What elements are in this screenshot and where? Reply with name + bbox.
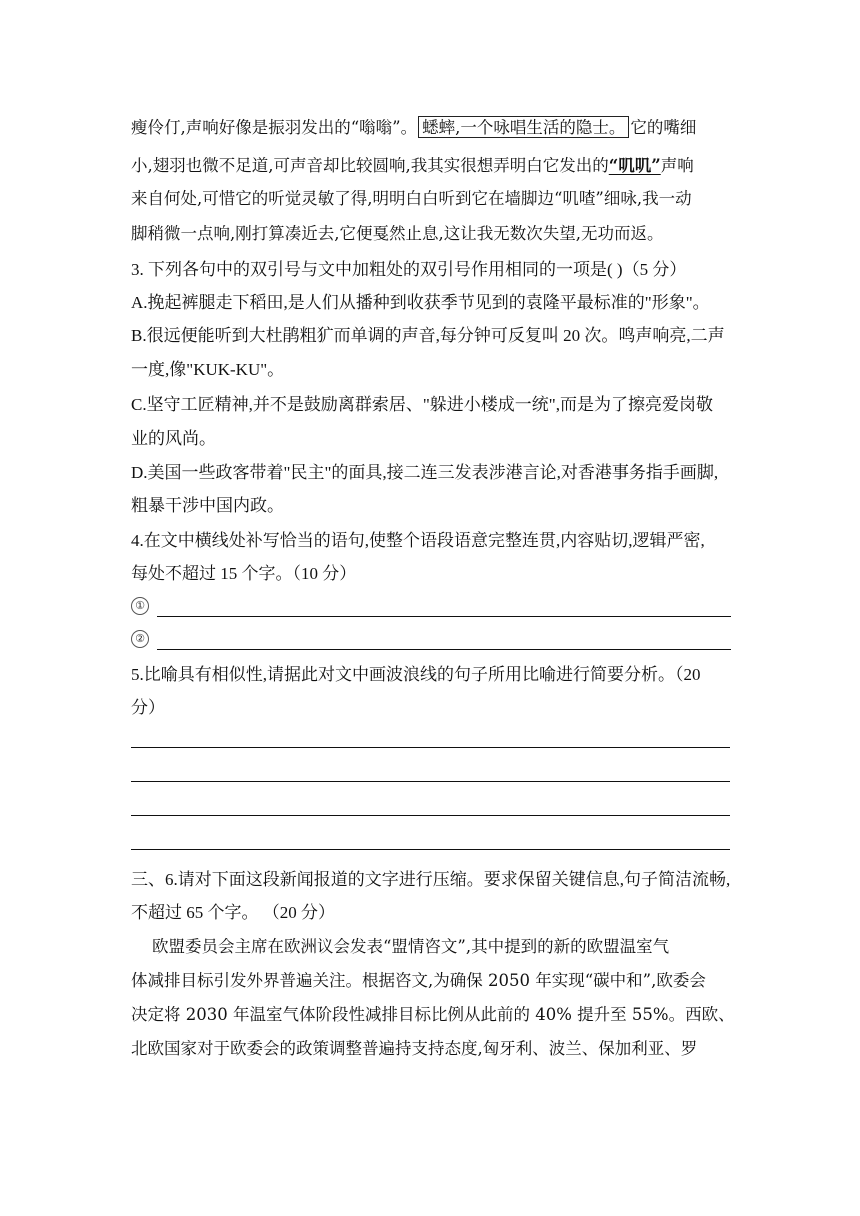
passage-line-1 (131, 117, 741, 139)
answer-line (157, 616, 731, 617)
answer-writing-line[interactable] (131, 849, 730, 850)
news-line-4: 北欧国家对于欧委会的政策调整普遍持支持态度,匈牙利、波兰、保加利亚、罗 (131, 1039, 698, 1058)
question-4-stem-cont: 每处不超过 15 个字。（10 分） (131, 564, 357, 583)
question-5-stem-cont: 分） (131, 698, 165, 717)
bold-quoted-word: “叽叽” (608, 156, 661, 175)
circled-number-2: ② (131, 630, 149, 648)
passage-line-4: 脚稍微一点响,刚打算凑近去,它便戛然止息,这让我无数次失望,无功而返。 (131, 224, 664, 243)
passage-text: 它的嘴细 (630, 118, 697, 137)
question-3-option-c-cont: 业的风尚。 (131, 429, 216, 448)
question-3-option-d-cont: 粗暴干涉中国内政。 (131, 496, 284, 515)
news-line-3: 决定将 2030 年温室气体阶段性减排目标比例从此前的 40% 提升至 55%。西欧、 (131, 1005, 735, 1024)
answer-writing-line[interactable] (131, 781, 730, 782)
question-3-option-a: A.挽起裤腿走下稻田,是人们从播种到收获季节见到的袁隆平最标准的"形象"。 (131, 293, 710, 312)
news-line-1: 欧盟委员会主席在欧洲议会发表“盟情咨文”,其中提到的新的欧盟温室气 (131, 937, 670, 956)
question-5-stem: 5.比喻具有相似性,请据此对文中画波浪线的句子所用比喻进行简要分析。（20 (131, 665, 701, 684)
question-4-stem: 4.在文中横线处补写恰当的语句,使整个语段语意完整连贯,内容贴切,逻辑严密, (131, 531, 705, 550)
circled-number-1: ① (131, 597, 149, 615)
question-3-option-c: C.坚守工匠精神,并不是鼓励离群索居、"躲进小楼成一统",而是为了擦亮爱岗敬 (131, 395, 713, 414)
answer-line (157, 649, 731, 650)
news-line-2: 体减排目标引发外界普遍关注。根据咨文,为确保 2050 年实现“碳中和”,欧委会 (131, 971, 706, 990)
question-3-option-b-cont: 一度,像"KUK-KU"。 (131, 360, 285, 379)
question-3-stem: 3. 下列各句中的双引号与文中加粗处的双引号作用相同的一项是( )（5 分） (131, 260, 687, 279)
passage-text: 声响 (660, 156, 694, 175)
question-6-stem-cont: 不超过 65 个字。 （20 分） (131, 903, 335, 922)
passage-line-2 (131, 155, 741, 177)
answer-writing-line[interactable] (131, 815, 730, 816)
question-3-option-b: B.很远便能听到大杜鹃粗犷而单调的声音,每分钟可反复叫 20 次。鸣声响亮,二声 (131, 326, 725, 345)
passage-text: 瘦伶仃,声响好像是振羽发出的“嗡嗡”。 (131, 118, 418, 137)
answer-blank-1[interactable] (131, 597, 731, 619)
passage-text: 小,翅羽也微不足道,可声音却比较圆响,我其实很想弄明白它发出的 (131, 156, 609, 175)
boxed-sentence: 蟋蟀,一个咏唱生活的隐士。 (418, 116, 629, 138)
answer-blank-2[interactable] (131, 630, 731, 652)
answer-writing-line[interactable] (131, 747, 730, 748)
question-3-option-d: D.美国一些政客带着"民主"的面具,接二连三发表涉港言论,对香港事务指手画脚, (131, 463, 719, 482)
question-6-stem: 三、6.请对下面这段新闻报道的文字进行压缩。要求保留关键信息,句子简洁流畅, (131, 870, 731, 889)
passage-line-3: 来自何处,可惜它的听觉灵敏了得,明明白白听到它在墙脚边“叽喳”细咏,我一动 (131, 189, 692, 208)
